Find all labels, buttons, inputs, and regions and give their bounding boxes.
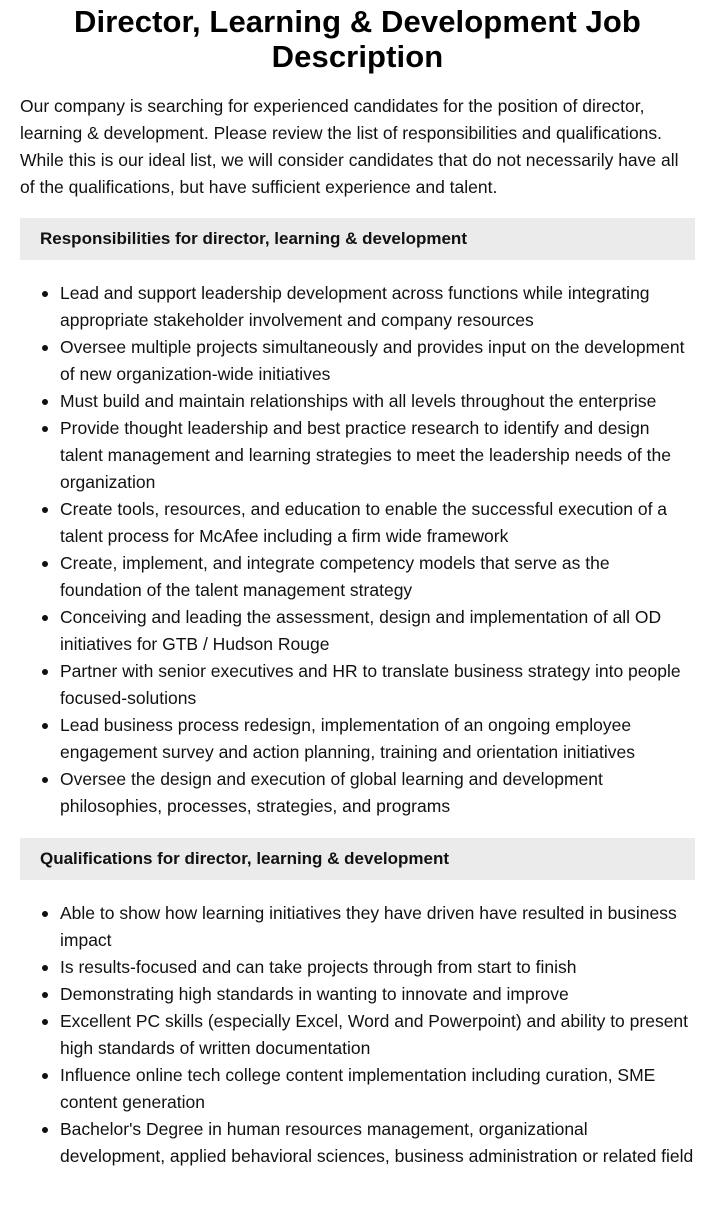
bullet-icon	[42, 507, 48, 513]
list-item	[20, 1062, 695, 1116]
bullet-icon	[42, 399, 48, 405]
list-item	[20, 550, 695, 604]
bullet-icon	[42, 291, 48, 297]
bullet-icon	[42, 615, 48, 621]
list-item-text: Oversee multiple projects simultaneously and provides input on the development of new organization-wide initiatives	[60, 337, 685, 384]
bullet-icon	[42, 992, 48, 998]
bullet-icon	[42, 1127, 48, 1133]
bullet-icon	[42, 965, 48, 971]
list-item-text: Lead business process redesign, implementation of an ongoing employee engagement survey and action planning, training and orientation initiatives	[60, 715, 635, 762]
bullet-icon	[42, 911, 48, 917]
list-item-text: Partner with senior executives and HR to translate business strategy into people focused-solutions	[60, 661, 681, 708]
page-title: Director, Learning & Development Job Description	[74, 4, 641, 74]
list-item-text: Provide thought leadership and best practice research to identify and design talent management and learning strategies to meet the leadership needs of the organization	[60, 418, 671, 492]
responsibilities-heading: Responsibilities for director, learning & development	[20, 218, 695, 260]
bullet-icon	[42, 561, 48, 567]
bullet-icon	[42, 723, 48, 729]
list-item	[20, 766, 695, 820]
list-item-text: Create tools, resources, and education to enable the successful execution of a talent process for McAfee including a firm wide framework	[60, 499, 668, 546]
list-item-text: Create, implement, and integrate competency models that serve as the foundation of the talent management strategy	[60, 553, 610, 600]
list-item-text: Lead and support leadership development across functions while integrating appropriate stakeholder involvement and company resources	[60, 283, 650, 330]
list-item-text: Able to show how learning initiatives they have driven have resulted in business impact	[60, 903, 677, 950]
list-item-text: Demonstrating high standards in wanting to innovate and improve	[60, 984, 569, 1004]
list-item	[20, 1008, 695, 1062]
list-item-text: Must build and maintain relationships with all levels throughout the enterprise	[60, 391, 657, 411]
list-item	[20, 954, 695, 981]
list-item-text: Is results-focused and can take projects through from start to finish	[60, 957, 577, 977]
qualifications-list	[20, 900, 695, 1170]
intro-paragraph: Our company is searching for experienced candidates for the position of director, learning & development. Please review the list of responsibilities and qualifications. While this is our ideal list, we will consider candidates that do not necessarily have all of the qualifications, but have sufficient experience and talent.	[20, 96, 679, 197]
list-item	[20, 981, 695, 1008]
list-item	[20, 415, 695, 496]
list-item-text: Excellent PC skills (especially Excel, Word and Powerpoint) and ability to present high standards of written documentation	[60, 1011, 689, 1058]
list-item	[20, 496, 695, 550]
list-item	[20, 712, 695, 766]
responsibilities-list	[20, 280, 695, 820]
bullet-icon	[42, 1019, 48, 1025]
bullet-icon	[42, 345, 48, 351]
list-item-text: Influence online tech college content implementation including curation, SME content generation	[60, 1065, 656, 1112]
list-item-text: Conceiving and leading the assessment, design and implementation of all OD initiatives for GTB / Hudson Rouge	[60, 607, 662, 654]
list-item	[20, 900, 695, 954]
bullet-icon	[42, 1073, 48, 1079]
list-item	[20, 604, 695, 658]
list-item-text: Bachelor's Degree in human resources management, organizational development, applied behavioral sciences, business administration or related field	[60, 1119, 694, 1166]
bullet-icon	[42, 669, 48, 675]
qualifications-heading: Qualifications for director, learning & development	[20, 838, 695, 880]
list-item	[20, 334, 695, 388]
list-item	[20, 658, 695, 712]
list-item	[20, 280, 695, 334]
bullet-icon	[42, 426, 48, 432]
bullet-icon	[42, 777, 48, 783]
list-item	[20, 1116, 695, 1170]
list-item	[20, 388, 695, 415]
list-item-text: Oversee the design and execution of global learning and development philosophies, processes, strategies, and programs	[60, 769, 603, 816]
